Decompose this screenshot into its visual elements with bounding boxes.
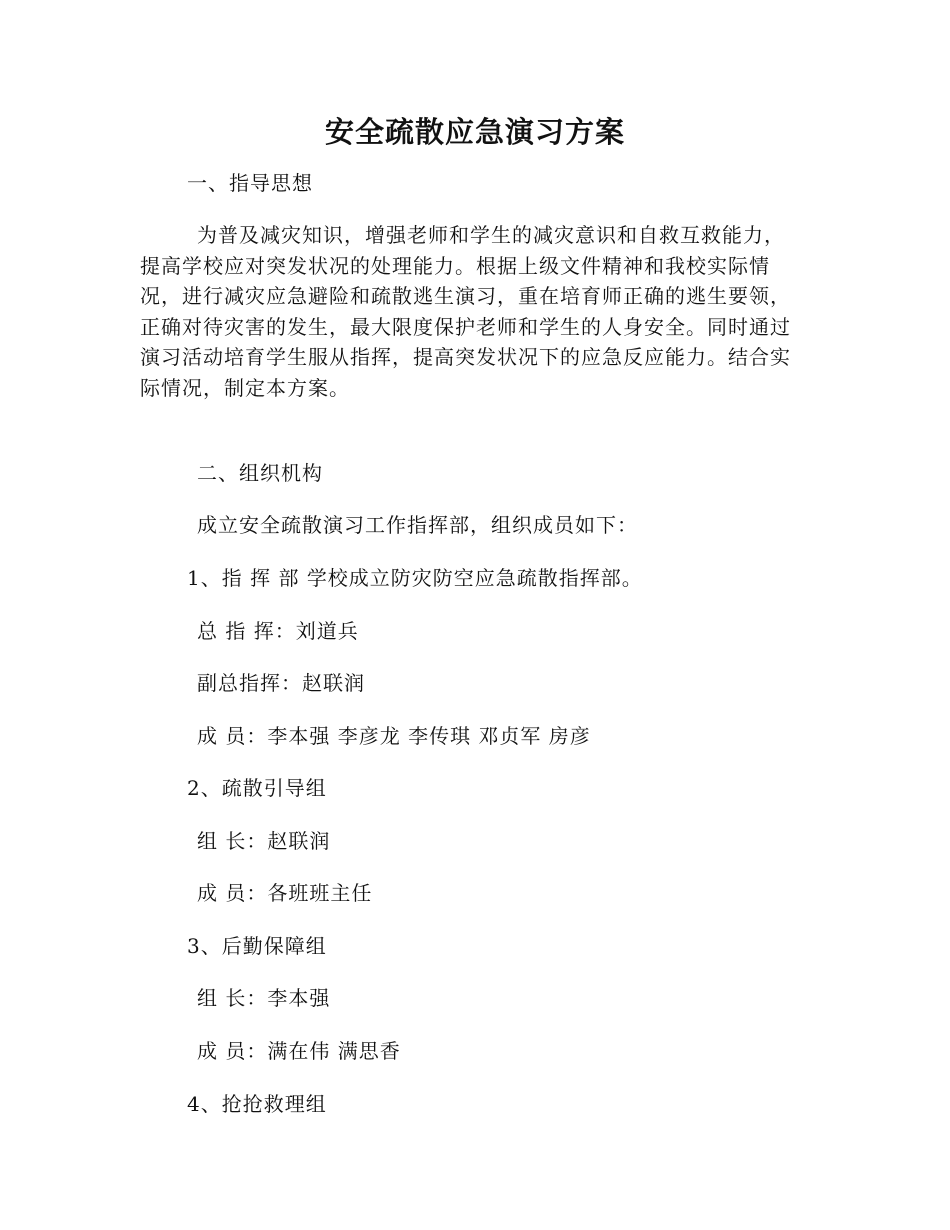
group4-heading: 4、抢抢救理组	[187, 1092, 327, 1116]
group2-heading: 2、疏散引导组	[187, 776, 327, 800]
section1-heading: 一、指导思想	[187, 171, 313, 195]
group1-commander: 总 指 挥：刘道兵	[197, 619, 359, 643]
section2-heading: 二、组织机构	[197, 461, 323, 485]
group3-members: 成 员：满在伟 满思香	[197, 1039, 401, 1063]
section2-intro: 成立安全疏散演习工作指挥部，组织成员如下：	[197, 513, 638, 537]
document-title: 安全疏散应急演习方案	[324, 115, 625, 149]
group3-leader: 组 长：李本强	[197, 986, 331, 1010]
group1-members: 成 员：李本强 李彦龙 李传琪 邓贞军 房彦	[197, 724, 591, 748]
group2-members: 成 员：各班班主任	[197, 881, 373, 905]
section1-body: 为普及减灾知识，增强老师和学生的减灾意识和自救互救能力，提高学校应对突发状况的处理能力。根据上级文件精神和我校实际情况，进行减灾应急避险和疏散逃生演习，重在培育师正确的逃生要领，正确对待灾害的发生，最大限度保护老师和学生的人身安全。同时通过演习活动培育学生服从指挥，提高突发状况下的应急反应能力。结合实际情况，制定本方案。	[140, 223, 791, 400]
group1-deputy: 副总指挥：赵联润	[197, 671, 365, 695]
group1-heading-label: 1、指 挥 部	[187, 566, 300, 590]
group1-heading	[187, 563, 643, 593]
group3-heading: 3、后勤保障组	[187, 934, 327, 958]
group2-leader: 组 长：赵联润	[197, 829, 331, 853]
group1-heading-desc: 学校成立防灾防空应急疏散指挥部。	[306, 566, 643, 590]
